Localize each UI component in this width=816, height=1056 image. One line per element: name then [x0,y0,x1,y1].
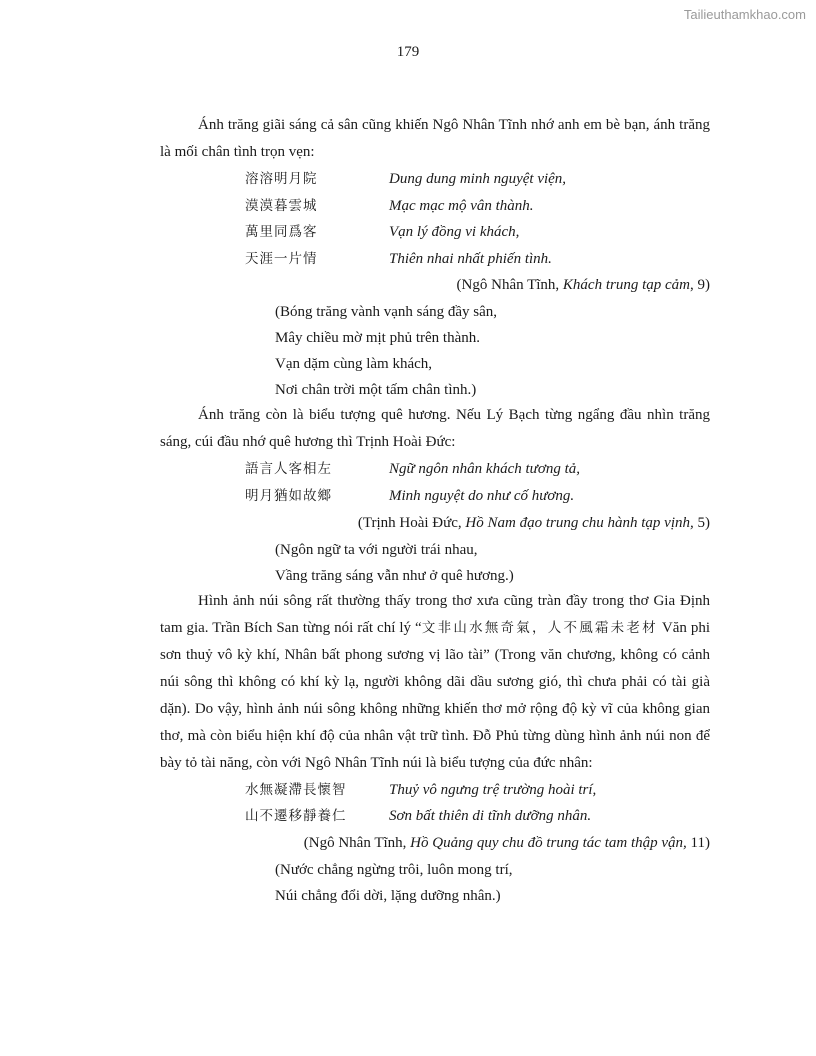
transliteration-verse: Dung dung minh nguyệt viện, [389,171,567,187]
han-verse: 萬里同爲客 [245,224,318,241]
han-verse: 語言人客相左 [245,461,332,478]
transliteration-verse: Mạc mạc mộ vân thành. [389,197,534,214]
translation-line: (Bóng trăng vành vạnh sáng đầy sân, [275,304,498,321]
han-verse: 溶溶明月院 [245,171,318,187]
poem-line [160,219,710,246]
citation-title: Khách trung tạp cảm [562,277,690,294]
han-quote: 文非山水無奇氣，人不風霜未老材 [421,619,658,636]
translation-block [160,537,710,589]
page-number: 179 [396,44,420,60]
poem-line [160,456,710,483]
poem-line [160,803,710,830]
citation-number: , 9) [690,277,710,294]
han-verse: 水無凝滯長懷智 [245,781,347,798]
watermark: Tailieuthamkhao.com [683,7,806,22]
poem-khach-trung [160,166,710,272]
citation-author: (Ngô Nhân Tĩnh, [456,277,563,294]
poem-line [160,777,710,804]
poem-line [160,193,710,220]
translation-line: Vầng trăng sáng vẫn như ở quê hương.) [275,567,514,584]
poem-ho-nam [160,456,710,509]
citation-title: Hồ Quảng quy chu đồ trung tác tam thập vận, [410,834,687,851]
transliteration-verse: Thiên nhai nhất phiến tình. [389,250,552,267]
translation-block [160,299,710,403]
poem-line [160,483,710,510]
translation-line: Nơi chân trời một tấm chân tình.) [275,382,477,399]
han-verse: 天涯一片情 [245,250,318,267]
poem-line [160,246,710,273]
citation-title: Hồ Nam đạo trung chu hành tạp vịnh, [465,514,694,531]
translation-line: (Ngôn ngữ ta với người trái nhau, [275,541,478,558]
transliteration-verse: Sơn bất thiên di tĩnh dưỡng nhân. [389,808,592,825]
transliteration-verse: Ngữ ngôn nhân khách tương tả, [389,461,581,478]
citation [160,830,710,857]
han-verse: 漠漠暮雲城 [245,197,318,214]
transliteration-verse: Thuỷ vô ngưng trệ trường hoài trí, [389,781,597,798]
transliteration-verse: Vạn lý đồng vi khách, [389,224,520,241]
han-verse: 山不遷移靜養仁 [245,808,347,825]
citation-author: (Ngô Nhân Tĩnh, [303,834,411,851]
poem-line [160,166,710,193]
paragraph-text: Hình ảnh núi sông rất thường thấy trong thơ xưa cũng tràn đầy trong thơ Gia Định tam gia. Trần Bích San từng nói rất chí lý “ [160,592,710,636]
citation-number: 5) [693,514,710,531]
translation-block [160,857,710,909]
paragraph-text: Văn phi sơn thuỷ vô kỳ khí, Nhân bất phong sương vị lão tài” (Trong văn chương, không có cảnh núi sông thì không có khí kỳ lạ, người không dãi dầu sương gió, thì chưa phải có tài già dặn). Do vậy, hình ảnh núi sông không những khiến thơ mở rộng độ kỳ vĩ của không gian thơ, mà còn biểu hiện khí độ của nhân vật trữ tình. Đỗ Phủ từng dùng hình ảnh núi non để bày tỏ tài năng, còn với Ngô Nhân Tĩnh núi là biểu tượng của đức nhân: [160,619,710,771]
han-verse: 明月猶如故鄉 [245,487,332,504]
translation-line: (Nước chẳng ngừng trôi, luôn mong trí, [275,861,513,878]
translation-line: Vạn dặm cùng làm khách, [275,356,433,373]
transliteration-verse: Minh nguyệt do như cố hương. [389,487,575,504]
citation [160,272,710,299]
citation [160,510,710,537]
paragraph-moon-homeland: Ánh trăng còn là biểu tượng quê hương. Nếu Lý Bạch từng ngẩng đầu nhìn trăng sáng, cúi đầu nhớ quê hương thì Trịnh Hoài Đức: [160,407,710,451]
paragraph-mountains-rivers [160,588,710,777]
translation-line: Mây chiều mờ mịt phủ trên thành. [275,330,480,347]
translation-line: Núi chẳng đổi dời, lặng dưỡng nhân.) [275,887,501,904]
page-body [160,112,710,909]
citation-author: (Trịnh Hoài Đức, [357,514,466,531]
citation-number: 11) [686,834,710,851]
paragraph-moon-friendship: Ánh trăng giãi sáng cả sân cũng khiến Ngô Nhân Tĩnh nhớ anh em bè bạn, ánh trăng là mối chân tình trọn vẹn: [160,117,710,160]
poem-ho-quang [160,777,710,830]
